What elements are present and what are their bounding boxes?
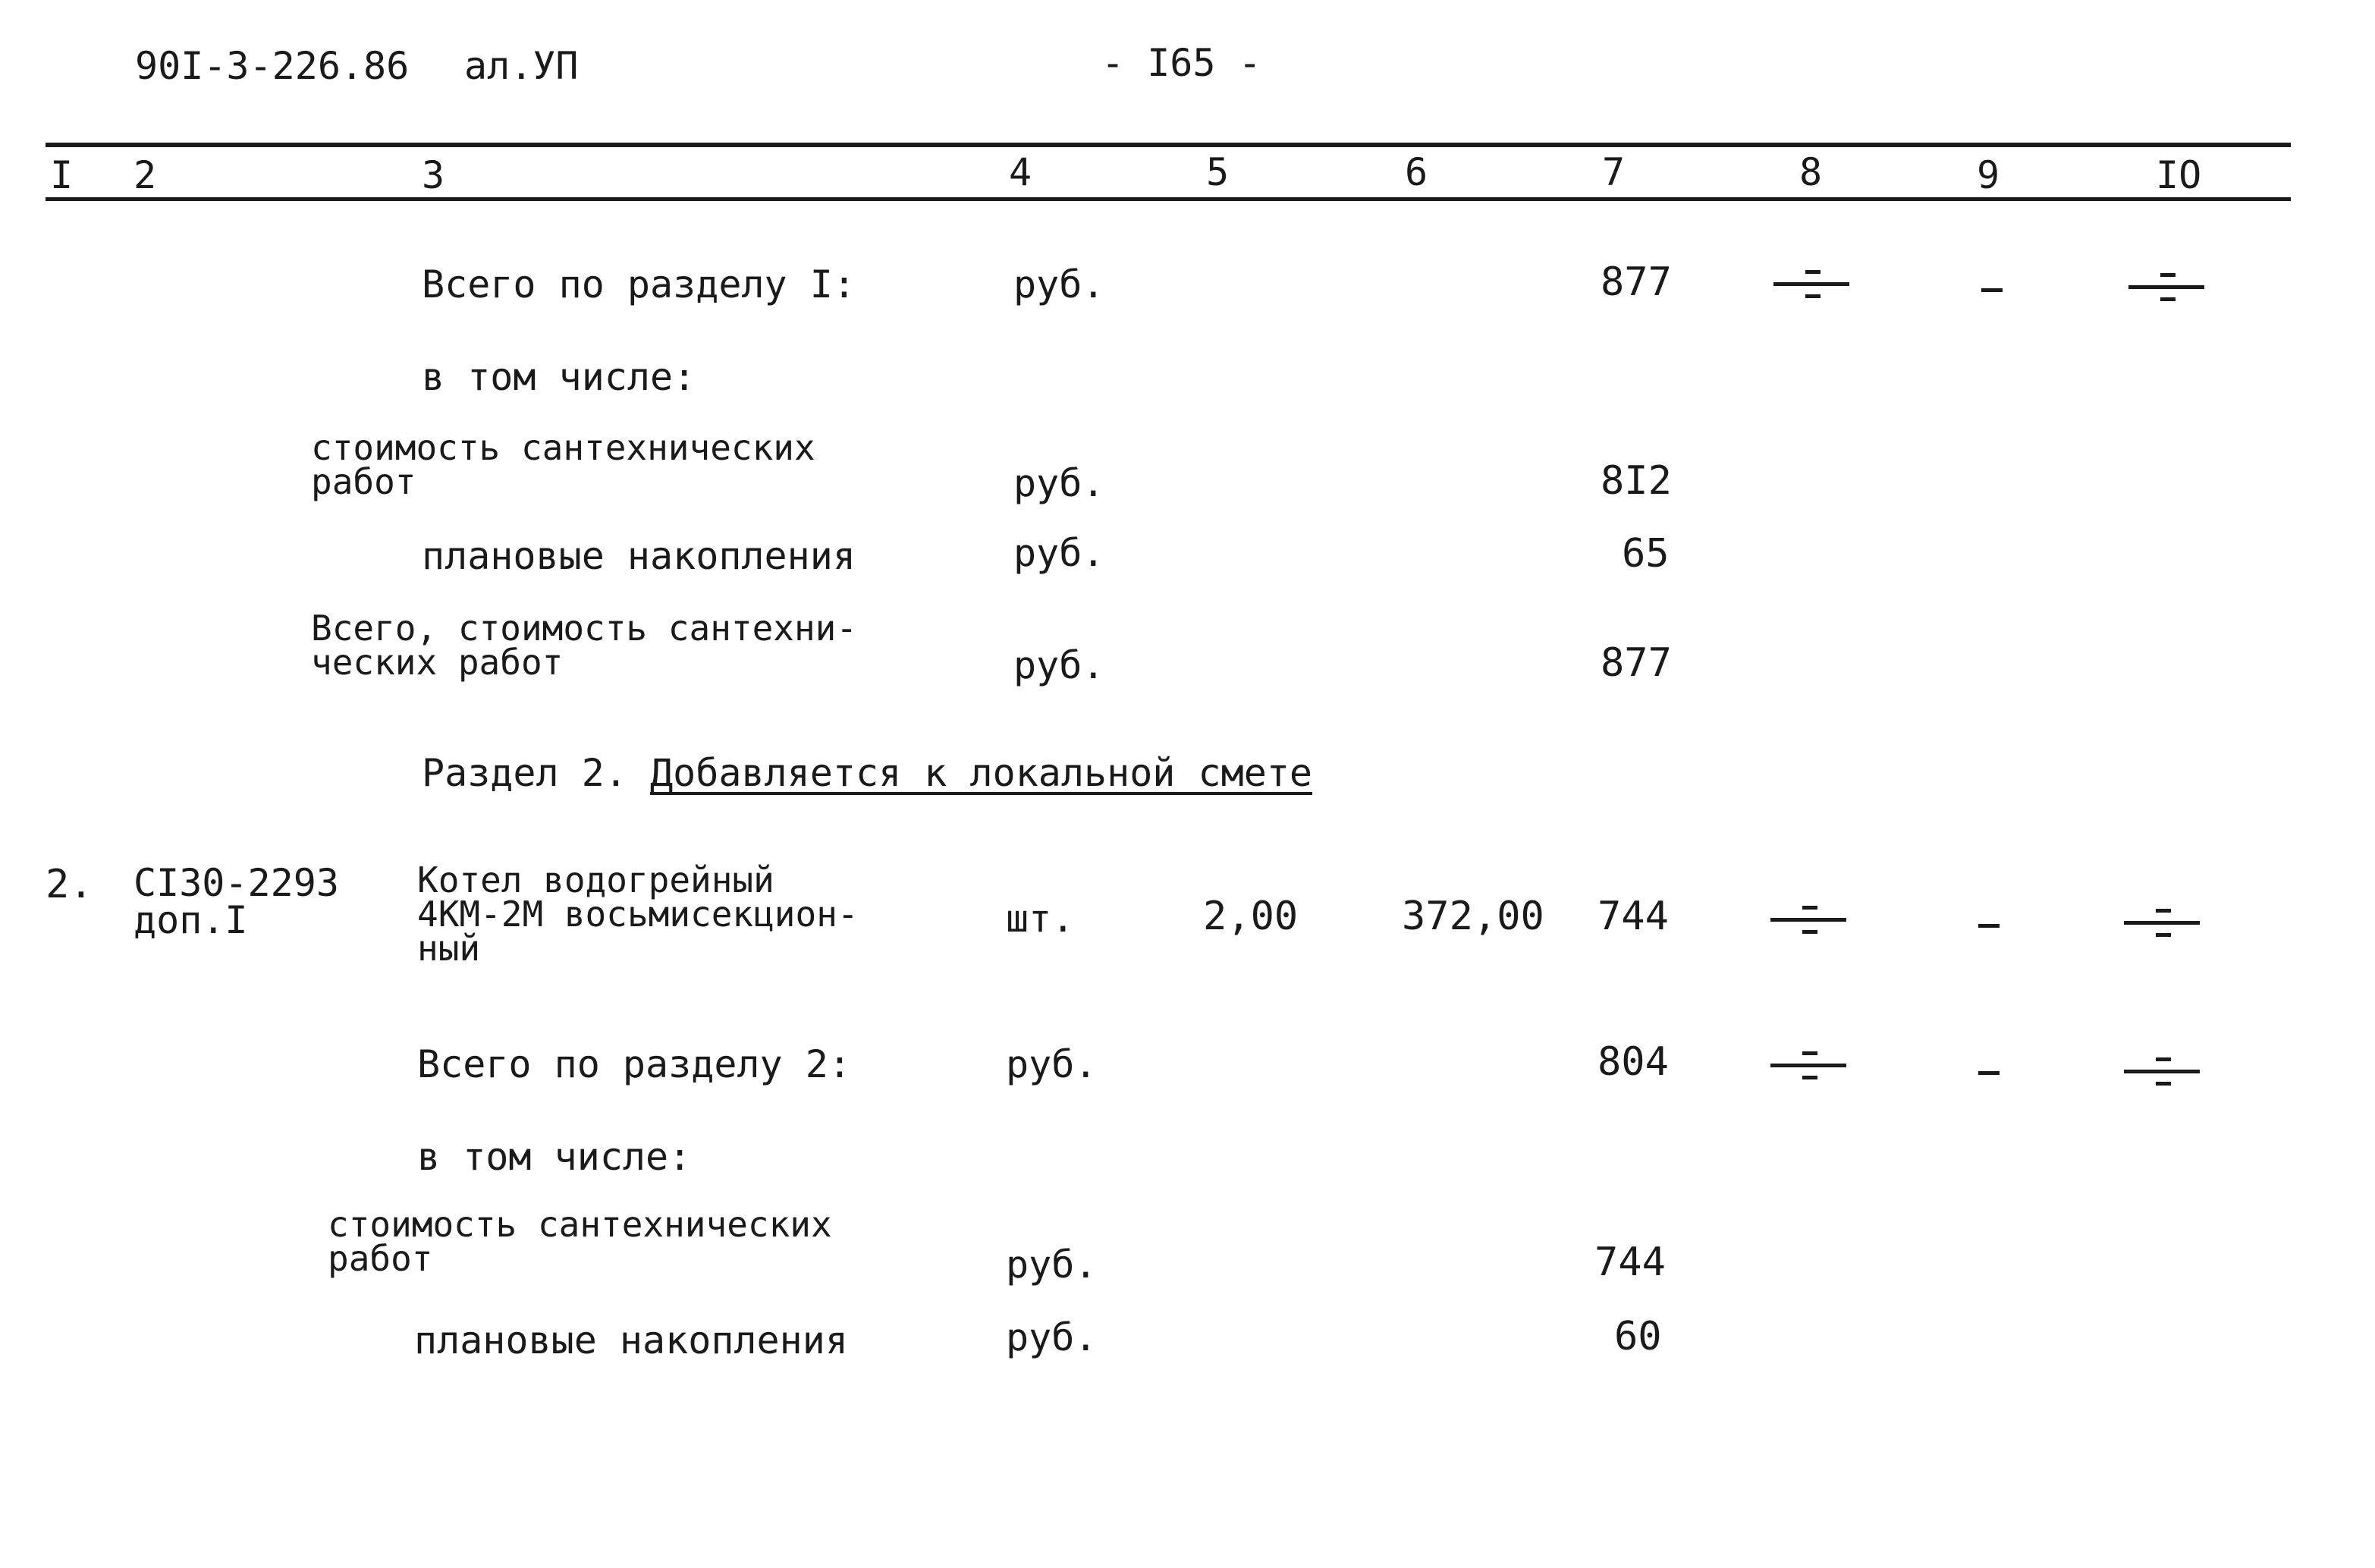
row-value: 744 — [1594, 1240, 1666, 1285]
dash-mark-col9 — [1978, 924, 2000, 928]
division-mark-col8 — [1770, 901, 1846, 942]
column-header-7: 7 — [1602, 150, 1626, 194]
album-number: ал.УП — [464, 44, 579, 88]
row-unit: руб. — [1006, 1042, 1098, 1086]
division-mark-col8 — [1770, 1047, 1846, 1088]
row-label: Всего, стоимость сантехни- ческих работ — [311, 608, 858, 683]
dash-mark-col9 — [1978, 1071, 2000, 1075]
header-top-rule — [46, 143, 2291, 147]
section2-heading — [422, 751, 1313, 795]
row-unit: руб. — [1013, 262, 1105, 306]
column-header-2: 2 — [134, 153, 157, 197]
section2-including-label: в том числе: — [417, 1135, 692, 1179]
row-value: 804 — [1597, 1039, 1669, 1085]
column-header-4: 4 — [1009, 150, 1032, 194]
row-unit: руб. — [1006, 1315, 1098, 1359]
row-label: стоимость сантехнических работ — [328, 1204, 832, 1280]
row-label: плановые накопления — [414, 1318, 848, 1362]
document-code: 90I-3-226.86 — [135, 44, 410, 88]
row-unit: руб. — [1013, 531, 1105, 575]
row-label: Всего по разделу 2: — [417, 1042, 851, 1086]
row-value: 877 — [1601, 640, 1672, 686]
row-label: Всего по разделу I: — [422, 262, 856, 306]
column-header-9: 9 — [1977, 153, 2000, 197]
row-value: 877 — [1601, 259, 1672, 305]
row-value: 8I2 — [1601, 458, 1672, 504]
item-price: 372,00 — [1402, 894, 1544, 939]
item-unit: шт. — [1006, 897, 1075, 941]
column-header-5: 5 — [1206, 150, 1230, 194]
item-code: СI30-2293 доп.I — [134, 861, 339, 942]
item-name: Котел водогрейный 4КМ-2М восьмисекцион- ный — [417, 859, 859, 969]
row-unit: руб. — [1006, 1243, 1098, 1287]
row-unit: руб. — [1013, 461, 1105, 505]
division-mark-col8 — [1773, 266, 1849, 306]
header-bottom-rule — [46, 197, 2291, 201]
dash-mark-col9 — [1981, 288, 2003, 292]
item-total: 744 — [1597, 894, 1669, 939]
row-value: 60 — [1614, 1314, 1662, 1359]
section1-including-label: в том числе: — [422, 355, 696, 399]
row-unit: руб. — [1013, 643, 1105, 687]
division-mark-col10 — [2124, 1053, 2200, 1094]
column-header-1: I — [50, 153, 74, 197]
section2-title: Добавляется к локальной смете — [650, 751, 1313, 795]
column-header-6: 6 — [1405, 150, 1428, 194]
division-mark-col10 — [2128, 269, 2204, 310]
row-label: плановые накопления — [422, 534, 856, 578]
row-value: 65 — [1622, 531, 1670, 577]
item-number: 2. — [46, 862, 93, 907]
page-number: - I65 - — [1101, 41, 1261, 85]
row-label: стоимость сантехнических работ — [311, 427, 815, 503]
item-quantity: 2,00 — [1203, 894, 1299, 939]
column-header-10: IO — [2156, 153, 2202, 197]
column-header-8: 8 — [1799, 150, 1823, 194]
column-header-3: 3 — [422, 153, 445, 197]
division-mark-col10 — [2124, 904, 2200, 945]
section2-prefix: Раздел 2. — [422, 751, 627, 795]
